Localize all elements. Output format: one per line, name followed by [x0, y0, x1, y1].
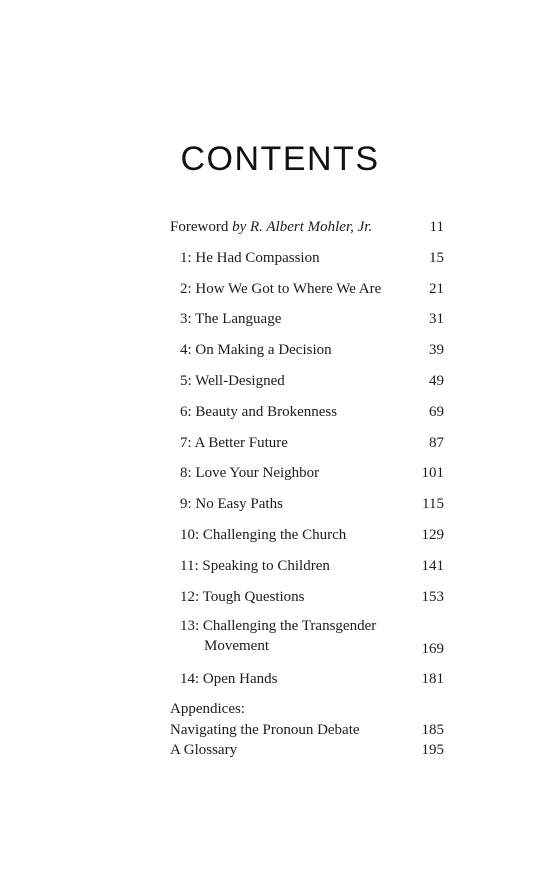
toc-entry-chapter-3: [170, 308, 446, 330]
toc-entry-page: 49: [429, 372, 444, 389]
toc-entry-label: Navigating the Pronoun Debate: [170, 721, 360, 738]
toc-entry-page: 181: [421, 670, 444, 687]
toc-entry-chapter-7: [170, 432, 446, 454]
toc-entry-page: 101: [421, 465, 444, 482]
toc-entry-label: 1: He Had Compassion: [180, 249, 320, 266]
toc-entry-label: 7: A Better Future: [180, 434, 288, 451]
toc-entry-chapter-9: [170, 493, 446, 515]
toc-entry-chapter-13: [170, 616, 446, 660]
toc-entry-appendix-2: [170, 740, 446, 760]
toc-entry-chapter-12: [170, 586, 446, 608]
toc-entry-page: 31: [429, 311, 444, 328]
foreword-author: by R. Albert Mohler, Jr.: [232, 219, 373, 235]
toc-entry-page: 11: [429, 219, 444, 235]
page-title: CONTENTS: [180, 140, 380, 178]
toc-entry-label: [170, 216, 372, 238]
toc-entry-page: 185: [421, 721, 444, 738]
toc-entry-chapter-10: [170, 524, 446, 546]
toc-entry-page: 129: [421, 526, 444, 543]
toc-entry-page: 115: [422, 496, 444, 513]
toc-entry-page: 141: [421, 557, 444, 574]
toc-entry-label: 9: No Easy Paths: [180, 496, 283, 513]
toc-entry-chapter-14: [170, 668, 446, 690]
toc-entry-label-line1: 13: Challenging the Transgender: [180, 618, 377, 635]
toc-entry-label: 8: Love Your Neighbor: [180, 465, 320, 482]
toc-entry-page: 153: [421, 588, 444, 605]
toc-entry-page: 39: [429, 342, 444, 359]
appendices-heading-row: [170, 699, 446, 719]
toc-entry-page: 21: [429, 280, 444, 297]
toc-entry-label: 10: Challenging the Church: [180, 526, 347, 543]
toc-entry-page: 15: [429, 249, 444, 266]
toc-entry-chapter-8: [170, 462, 446, 484]
toc-entry-label: A Glossary: [170, 742, 238, 758]
toc-entry-page: 69: [429, 403, 444, 420]
toc-entry-page: 169: [421, 641, 444, 658]
toc-entry-label: 11: Speaking to Children: [180, 557, 330, 574]
toc-entry-label: 3: The Language: [180, 311, 282, 328]
toc-entry-label: 5: Well-Designed: [180, 372, 285, 389]
foreword-label: Foreword: [170, 219, 229, 235]
toc-entry-label: [180, 616, 376, 656]
toc-entry-foreword: [170, 216, 446, 238]
toc-entry-label-line2: Movement: [204, 638, 269, 655]
toc-entry-label: 4: On Making a Decision: [180, 342, 332, 359]
appendices-section: [170, 699, 446, 761]
toc-entry-chapter-6: [170, 401, 446, 423]
toc-entry-chapter-4: [170, 339, 446, 361]
toc-entry-page: 87: [429, 434, 444, 451]
table-of-contents: [170, 216, 446, 699]
toc-entry-label: 2: How We Got to Where We Are: [180, 280, 382, 297]
toc-entry-page: 195: [421, 742, 444, 758]
toc-entry-chapter-1: [170, 247, 446, 269]
toc-entry-appendix-1: [170, 720, 446, 740]
toc-entry-label: 6: Beauty and Brokenness: [180, 403, 338, 420]
appendices-heading: Appendices:: [170, 701, 245, 717]
toc-entry-chapter-11: [170, 555, 446, 577]
toc-entry-chapter-5: [170, 370, 446, 392]
toc-entry-label: 12: Tough Questions: [180, 588, 305, 605]
toc-entry-label: 14: Open Hands: [180, 670, 278, 687]
toc-entry-chapter-2: [170, 278, 446, 300]
